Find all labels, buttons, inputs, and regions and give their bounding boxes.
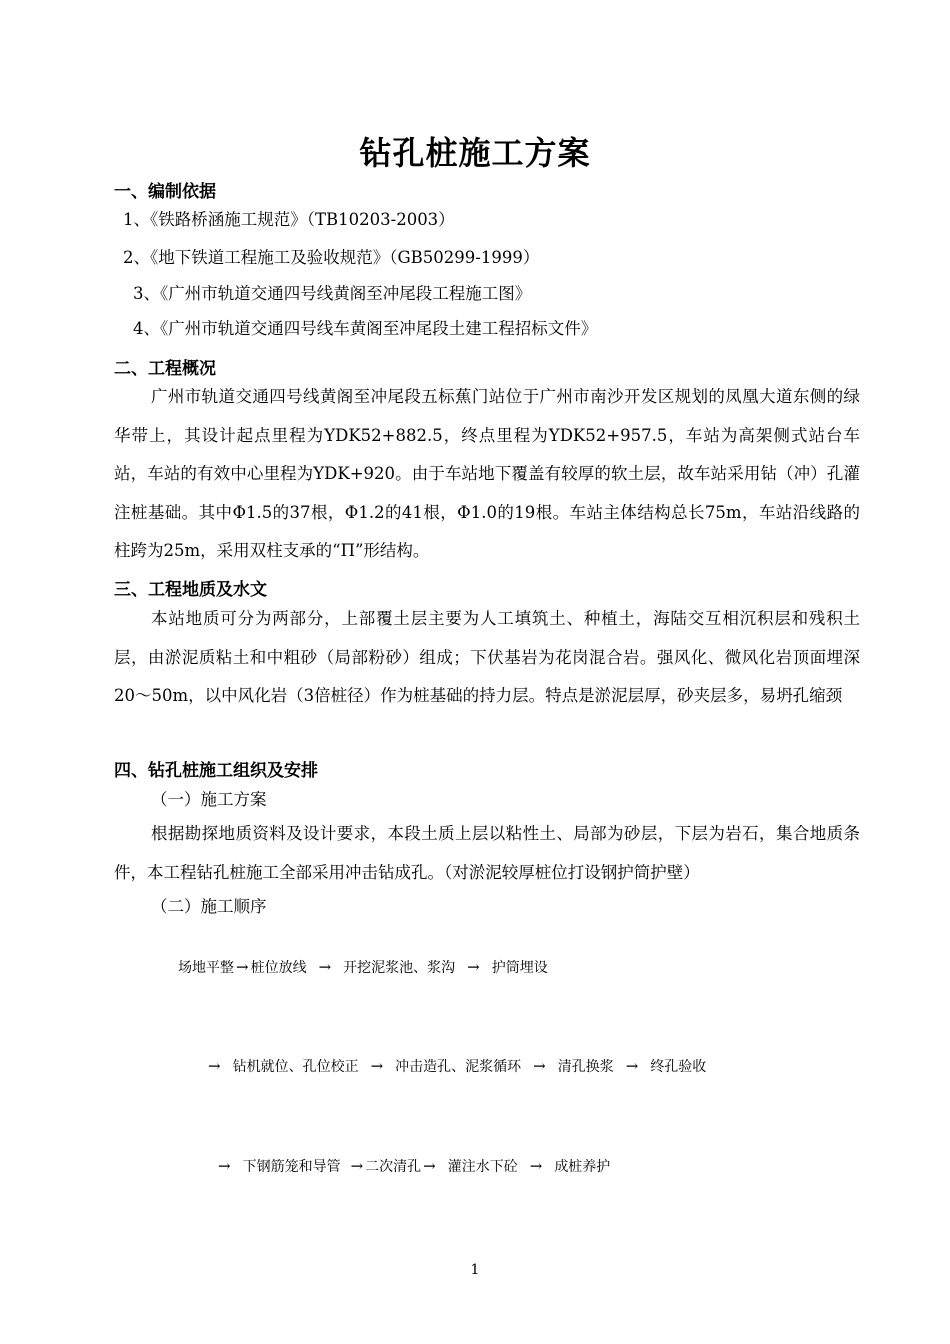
page-number: 1 [470, 1262, 480, 1278]
arrow-right-icon: → [208, 1057, 221, 1075]
section-heading-overview: 二、工程概况 [114, 359, 216, 379]
flow-step: 护筒埋设 [491, 960, 548, 976]
arrow-right-icon: → [533, 1057, 546, 1075]
flow-step: 场地平整 [178, 960, 234, 976]
arrow-right-icon: → [218, 1157, 231, 1175]
document-title: 钻孔桩施工方案 [359, 134, 591, 172]
section-heading-basis: 一、编制依据 [114, 182, 216, 202]
flow-step: 开挖泥浆池、浆沟 [343, 960, 456, 976]
arrow-right-icon: → [625, 1057, 639, 1075]
flow-step: 桩位放线 [250, 960, 307, 976]
flow-step: 灌注水下砼 [447, 1159, 518, 1175]
flow-row-1 [178, 957, 548, 977]
flow-step: 二次清孔 [365, 1159, 422, 1175]
arrow-right-icon: → [370, 1057, 384, 1075]
reference-item-2: 2、《地下铁道工程施工及验收规范》（GB50299-1999） [123, 248, 540, 267]
flow-step: 钻机就位、孔位校正 [232, 1059, 359, 1075]
flow-step: 终孔验收 [650, 1059, 707, 1075]
flow-step: 清孔换浆 [557, 1059, 614, 1075]
section-heading-geology: 三、工程地质及水文 [114, 580, 267, 600]
overview-paragraph: 广州市轨道交通四号线黄阁至冲尾段五标蕉门站位于广州市南沙开发区规划的凤凰大道东侧的绿华带上，其设计起点里程为YDK52+882.5，终点里程为YDK52+957.5，车站为高架侧式站台车站，车站的有效中心里程为YDK+920。由于车站地下覆盖有较厚的软土层，故车站采用钻（冲）孔灌注桩基础。其中Φ1.5的37根，Φ1.2的41根，Φ1.0的19根。车站主体结构总长75m，车站沿线路的柱跨为25m，采用双柱支承的“Π”形结构。 [114, 387, 860, 560]
subheading-sequence: （二）施工顺序 [151, 897, 267, 916]
arrow-right-icon: → [467, 958, 480, 976]
subheading-plan: （一）施工方案 [151, 790, 267, 809]
arrow-right-icon: → [318, 958, 332, 976]
arrow-right-icon: → [423, 1157, 436, 1175]
section-heading-organization: 四、钻孔桩施工组织及安排 [114, 761, 318, 781]
reference-item-3: 3、《广州市轨道交通四号线黄阁至冲尾段工程施工图》 [133, 284, 532, 303]
plan-paragraph: 根据勘探地质资料及设计要求，本段土质上层以粘性土、局部为砂层，下层为岩石，集合地质条件，本工程钻孔桩施工全部采用冲击钻成孔。（对淤泥较厚桩位打设钢护筒护壁） [114, 824, 860, 882]
reference-item-4: 4、《广州市轨道交通四号线车黄阁至冲尾段土建工程招标文件》 [133, 319, 598, 338]
arrow-right-icon: → [236, 958, 249, 976]
flow-row-3 [218, 1156, 610, 1176]
flow-step: 成桩养护 [554, 1159, 611, 1175]
reference-item-1: 1、《铁路桥涵施工规范》（TB10203-2003） [123, 210, 455, 229]
flow-step: 冲击造孔、泥浆循环 [395, 1059, 522, 1075]
flow-step: 下钢筋笼和导管 [242, 1159, 341, 1175]
arrow-right-icon: → [529, 1157, 543, 1175]
arrow-right-icon: → [350, 1157, 364, 1175]
geology-paragraph: 本站地质可分为两部分，上部覆土层主要为人工填筑土、种植土，海陆交互相沉积层和残积土层，由淤泥质粘土和中粗砂（局部粉砂）组成；下伏基岩为花岗混合岩。强风化、微风化岩顶面埋深20～50m，以中风化岩（3倍桩径）作为桩基础的持力层。特点是淤泥层厚，砂夹层多，易坍孔缩颈 [114, 609, 860, 705]
flow-row-2 [208, 1056, 706, 1076]
